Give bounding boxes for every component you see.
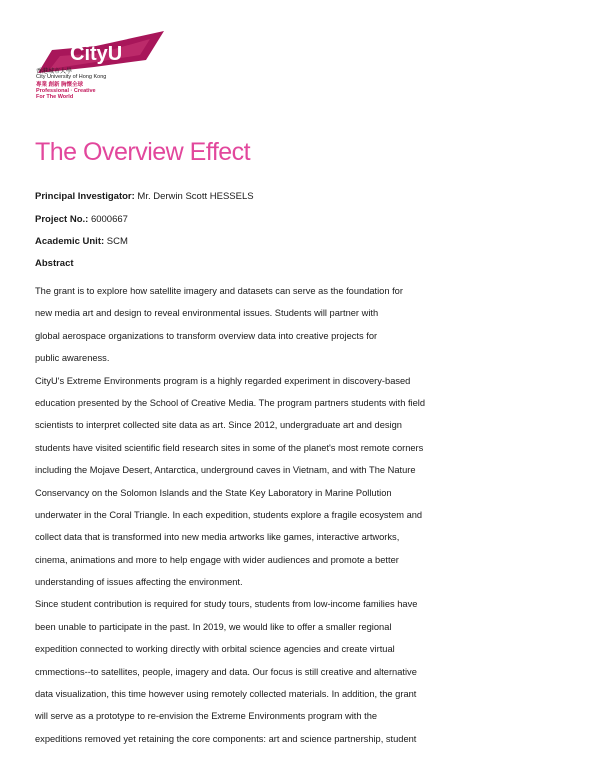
- logo-chinese-tagline: 專業 創新 胸懷全球: [36, 82, 84, 88]
- body-line: Conservancy on the Solomon Islands and the State Key Laboratory in Marine Pollution: [35, 487, 392, 498]
- unit-label: Academic Unit:: [35, 236, 105, 247]
- logo-chinese-name: 香港城市大學: [36, 69, 73, 75]
- body-line: Since student contribution is required for study tours, students from low-income families have: [35, 599, 418, 610]
- body-line: public awareness.: [35, 353, 110, 364]
- abstract-body: [35, 280, 575, 750]
- body-line: collect data that is transformed into new media artworks like games, interactive artworks,: [35, 532, 400, 543]
- body-line: will serve as a prototype to re-envision the Extreme Environments program with the: [35, 711, 378, 722]
- body-line: cmmections--to satellites, people, imagery and data. Our focus is still creative and alternative: [35, 666, 417, 677]
- body-line: including the Mojave Desert, Antarctica, underground caves in Vietnam, and with The Nature: [35, 465, 416, 476]
- body-line: scientists to interpret collected site data as art. Since 2012, undergraduate art and design: [35, 420, 402, 431]
- academic-unit: [35, 236, 128, 247]
- pi-label: Principal Investigator:: [35, 191, 135, 202]
- body-line: understanding of issues affecting the environment.: [35, 577, 243, 588]
- body-line: cinema, animations and more to help engage with wider audiences and promote a better: [35, 554, 399, 565]
- project-number: [35, 214, 128, 225]
- body-line: new media art and design to reveal environmental issues. Students will partner with: [35, 308, 379, 319]
- page-title: The Overview Effect: [35, 138, 251, 166]
- project-value: 6000667: [90, 214, 128, 225]
- body-line: education presented by the School of Creative Media. The program partners students with field: [35, 397, 426, 408]
- project-label: Project No.:: [35, 214, 89, 225]
- logo-english-name: 香港城市大學 City University of Hong Kong: [36, 74, 106, 80]
- logo-tagline-line2: For The World: [36, 94, 74, 100]
- logo-wordmark: CityU: [70, 43, 123, 65]
- cityu-logo: [36, 26, 186, 106]
- body-line: expedition connected to working directly with orbital science agencies and create virtual: [35, 644, 395, 655]
- unit-value: SCM: [106, 236, 128, 247]
- body-line: The grant is to explore how satellite imagery and datasets can serve as the foundation for: [35, 286, 403, 296]
- body-line: CityU's Extreme Environments program is a highly regarded experiment in discovery-based: [35, 375, 411, 386]
- body-line: been unable to participate in the past. In 2019, we would like to offer a smaller regional: [35, 621, 392, 632]
- logo-tagline-line1: Professional · Creative: [36, 88, 96, 94]
- body-line: data visualization, this time however using remotely collected materials. In addition, the grant: [35, 689, 417, 700]
- principal-investigator: [35, 191, 254, 202]
- body-line: students have visited scientific field research sites in some of the planet's most remote corners: [35, 442, 424, 453]
- body-line: global aerospace organizations to transform overview data into creative projects for: [35, 330, 378, 341]
- abstract-heading: Abstract: [35, 258, 74, 269]
- body-line: underwater in the Coral Triangle. In each expedition, students explore a fragile ecosystem and: [35, 509, 423, 520]
- body-line: expeditions removed yet retaining the core components: art and science partnership, student: [35, 733, 417, 744]
- pi-value: Mr. Derwin Scott HESSELS: [137, 191, 254, 202]
